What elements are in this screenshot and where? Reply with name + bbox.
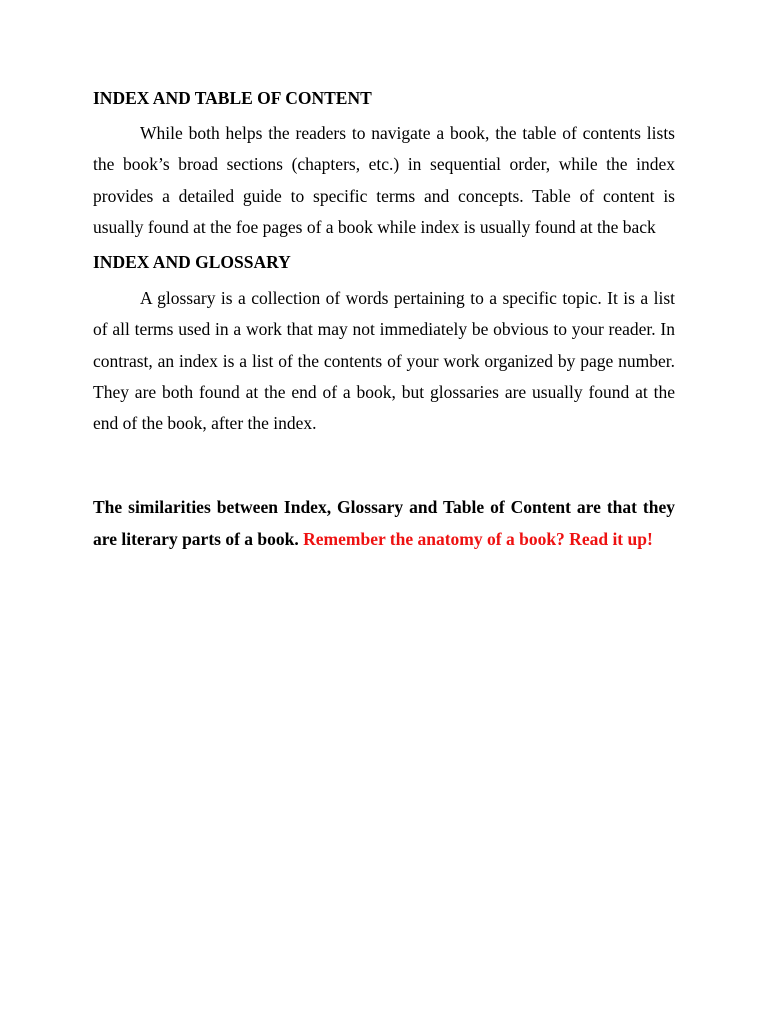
closing-statement: The similarities between Index, Glossary and Table of Content are that they are literary parts of a book.	[93, 496, 675, 549]
section-paragraph-index-glossary: A glossary is a collection of words pertaining to a specific topic. It is a list of all terms used in a work that may not immediately be obvious to your reader. In contrast, an index is a list of the contents of your work organized by page number. They are both found at the end of a book, but glossaries are usually found at the end of the book, after the index.	[93, 288, 675, 434]
section-heading-index-table-of-content: INDEX AND TABLE OF CONTENT	[93, 88, 372, 108]
closing-highlight: Remember the anatomy of a book? Read it up!	[303, 528, 653, 549]
closing-paragraph	[93, 491, 675, 555]
document-body	[93, 86, 675, 555]
section-heading-index-glossary: INDEX AND GLOSSARY	[93, 252, 291, 273]
section-paragraph-index-table-of-content: While both helps the readers to navigate a book, the table of contents lists the book’s broad sections (chapters, etc.) in sequential order, while the index provides a detailed guide to specific terms and concepts. Table of content is usually found at the foe pages of a book while index is usually found at the back	[93, 123, 675, 237]
